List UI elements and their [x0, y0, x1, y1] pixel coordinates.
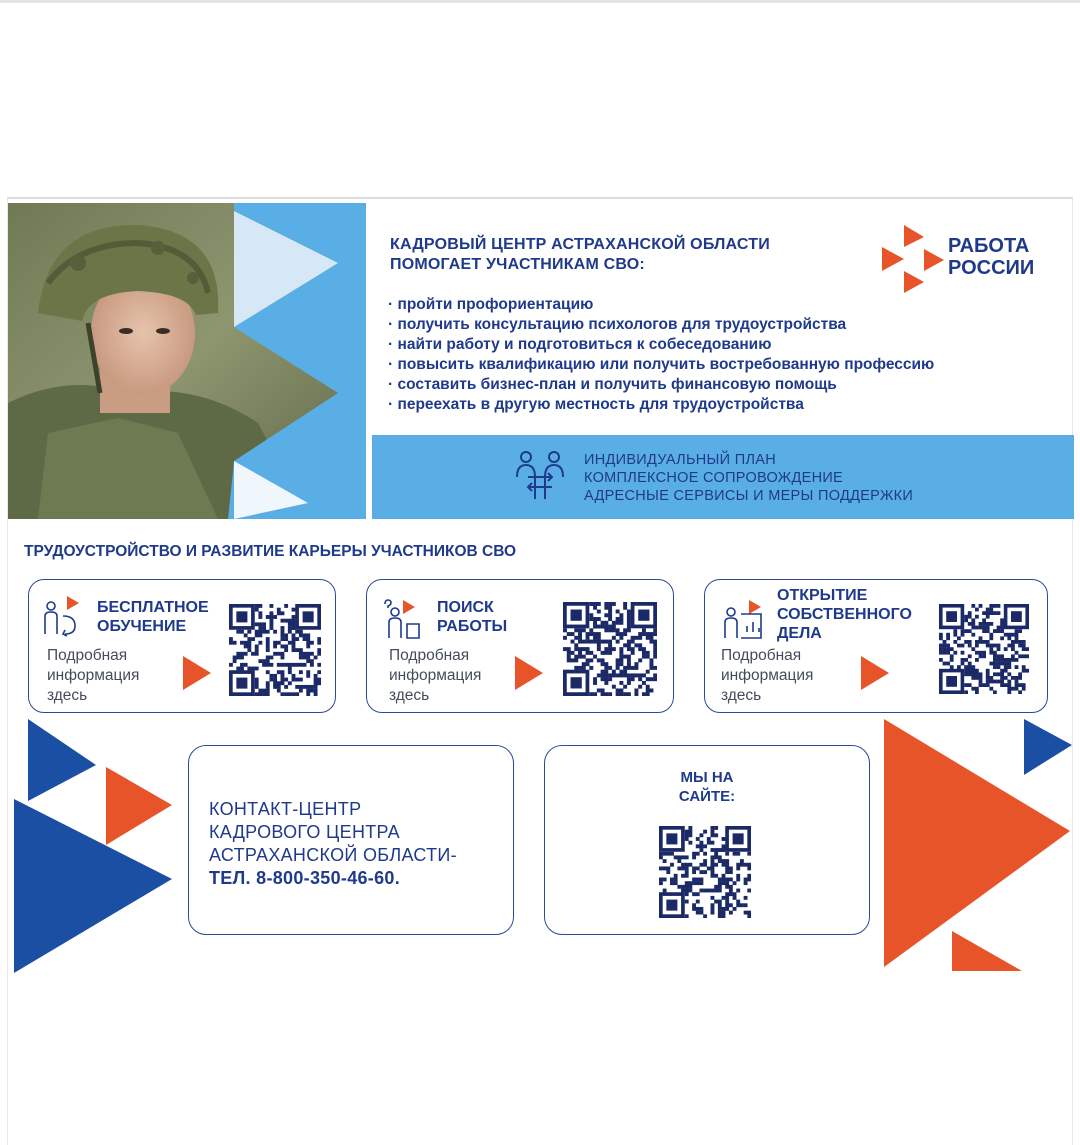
business-icon	[721, 598, 765, 642]
card-title	[437, 598, 507, 636]
training-icon	[41, 594, 85, 638]
support-people-icon	[514, 449, 568, 503]
card-job-search[interactable]	[366, 579, 674, 713]
card-desc-line: информация	[389, 667, 482, 684]
qr-code-job-search[interactable]	[563, 602, 657, 696]
headline	[390, 235, 860, 275]
list-item: · пройти профориентацию	[388, 295, 934, 315]
job-search-icon	[381, 598, 425, 642]
card-desc-line: информация	[721, 667, 814, 684]
card-description	[389, 646, 481, 706]
play-arrow-icon[interactable]	[183, 656, 213, 690]
card-training[interactable]	[28, 579, 336, 713]
card-title-line: ДЕЛА	[777, 625, 822, 642]
contact-line2: КАДРОВОГО ЦЕНТРА	[209, 822, 400, 842]
headline-line1: КАДРОВЫЙ ЦЕНТР АСТРАХАНСКОЙ ОБЛАСТИ	[390, 236, 770, 253]
card-description	[47, 646, 139, 706]
contact-line1: КОНТАКТ-ЦЕНТР	[209, 799, 362, 819]
band-line1: ИНДИВИДУАЛЬНЫЙ ПЛАН	[584, 452, 777, 468]
card-desc-line: Подробная	[721, 647, 802, 664]
card-description	[721, 646, 813, 706]
list-item: · повысить квалификацию или получить востребованную профессию	[388, 355, 934, 375]
website-title	[545, 768, 869, 806]
contact-phone[interactable]: ТЕЛ. 8-800-350-46-60.	[209, 868, 401, 888]
card-title-line: РАБОТЫ	[437, 618, 508, 635]
website-box	[544, 745, 870, 935]
qr-code-training[interactable]	[229, 604, 321, 696]
band-line2: КОМПЛЕКСНОЕ СОПРОВОЖДЕНИЕ	[584, 470, 844, 486]
card-title-line: БЕСПЛАТНОЕ	[97, 599, 209, 616]
list-item: · переехать в другую местность для трудоустройства	[388, 395, 934, 415]
card-desc-line: здесь	[389, 687, 430, 704]
play-arrow-icon[interactable]	[515, 656, 545, 690]
list-item: · получить консультацию психологов для трудоустройства	[388, 315, 934, 335]
card-desc-line: информация	[47, 667, 140, 684]
list-item: · найти работу и подготовиться к собеседованию	[388, 335, 934, 355]
services-list	[388, 295, 934, 415]
contact-center-box	[188, 745, 514, 935]
list-item: · составить бизнес-план и получить финансовую помощь	[388, 375, 934, 395]
hero-photo	[8, 203, 366, 519]
card-title-line: СОБСТВЕННОГО	[777, 606, 912, 623]
card-desc-line: здесь	[47, 687, 88, 704]
card-desc-line: Подробная	[47, 647, 128, 664]
qr-code-website[interactable]	[659, 826, 751, 918]
logo-text	[948, 235, 1034, 279]
site-line2: САЙТЕ:	[678, 788, 736, 805]
card-title-line: ПОИСК	[437, 599, 494, 616]
contact-lines	[209, 798, 457, 890]
poster	[7, 197, 1073, 1145]
logo-line2: РОССИИ	[948, 257, 1035, 279]
support-lines	[584, 451, 913, 505]
play-arrow-icon[interactable]	[861, 656, 891, 690]
support-band	[372, 435, 1074, 519]
card-title-line: ОТКРЫТИЕ	[777, 587, 868, 604]
card-desc-line: здесь	[721, 687, 762, 704]
section-title: ТРУДОУСТРОЙСТВО И РАЗВИТИЕ КАРЬЕРЫ УЧАСТНИКОВ СВО	[24, 543, 517, 560]
card-desc-line: Подробная	[389, 647, 470, 664]
headline-line2: ПОМОГАЕТ УЧАСТНИКАМ СВО:	[390, 256, 645, 273]
decor-triangles-left-icon	[14, 719, 184, 975]
top-divider	[0, 0, 1080, 3]
card-title	[97, 598, 209, 636]
qr-code-business[interactable]	[939, 604, 1029, 694]
band-line3: АДРЕСНЫЕ СЕРВИСЫ И МЕРЫ ПОДДЕРЖКИ	[584, 488, 914, 504]
contact-line3: АСТРАХАНСКОЙ ОБЛАСТИ-	[209, 845, 457, 865]
card-title-line: ОБУЧЕНИЕ	[97, 618, 187, 635]
site-line1: МЫ НА	[680, 769, 734, 786]
card-business[interactable]	[704, 579, 1048, 713]
card-title	[777, 586, 912, 643]
decor-triangles-right-icon	[882, 719, 1074, 975]
logo-line1: РАБОТА	[948, 235, 1030, 257]
